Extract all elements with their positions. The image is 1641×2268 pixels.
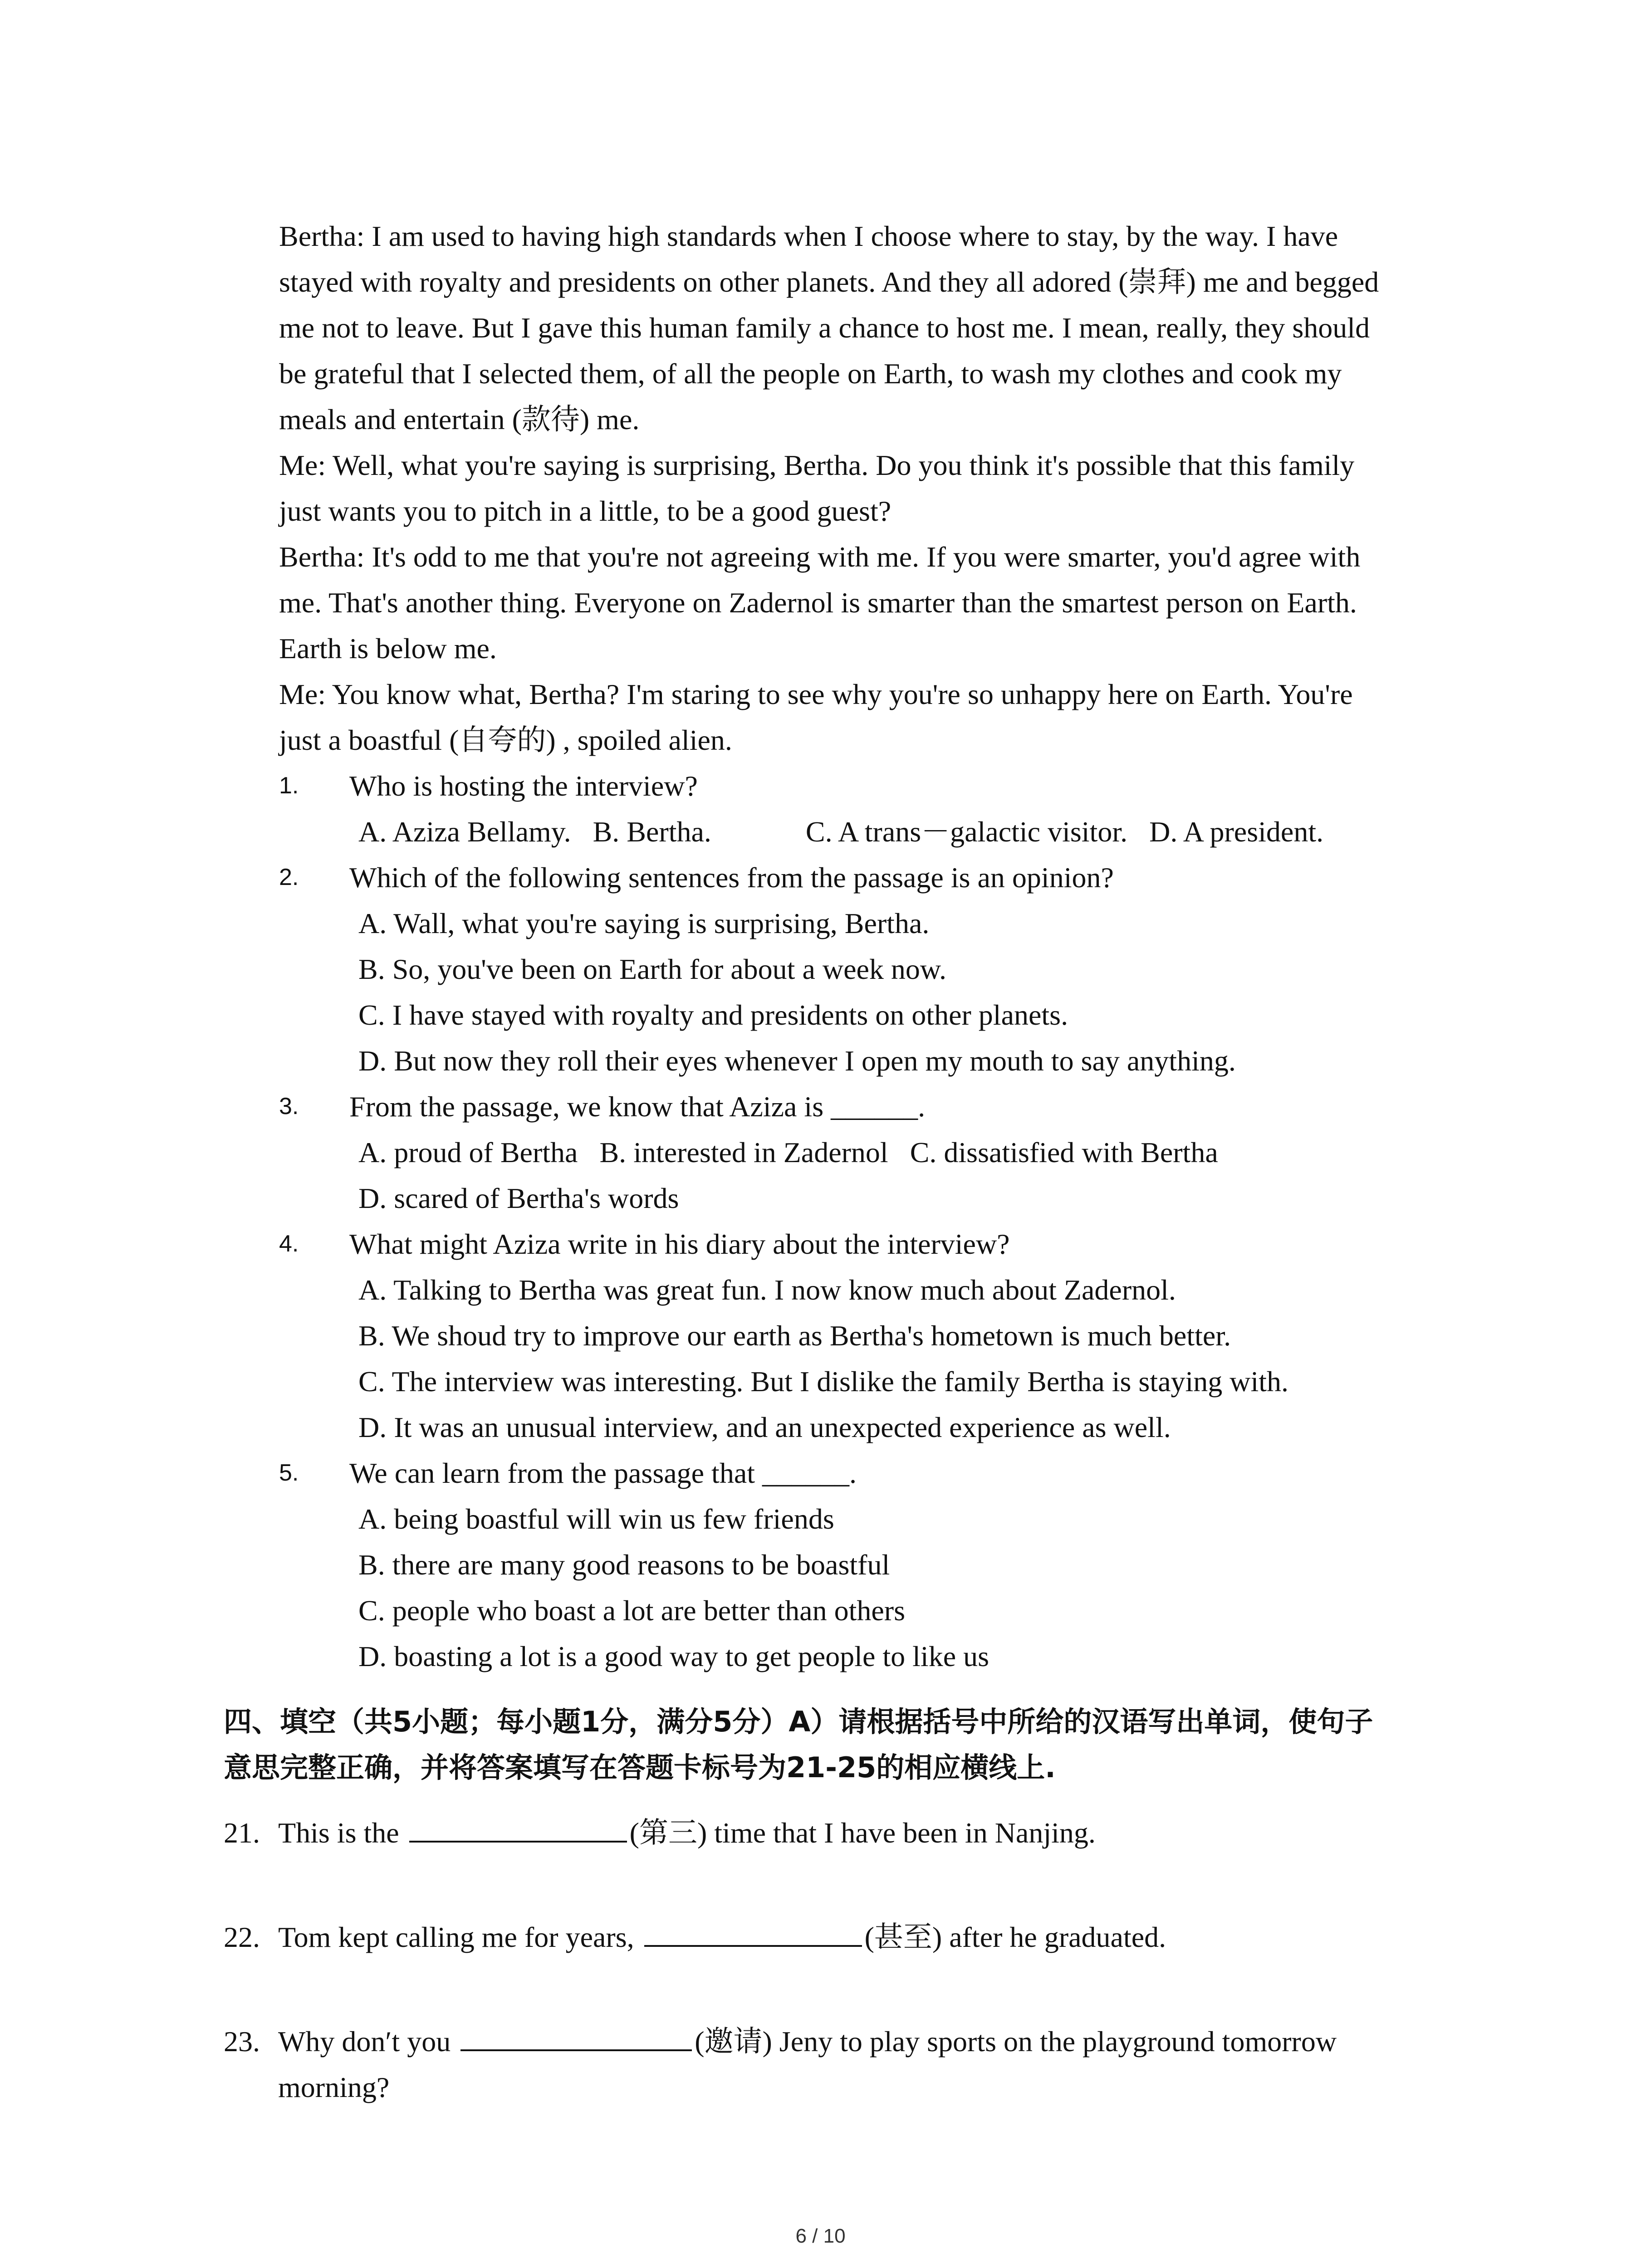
question-3 bbox=[279, 1084, 1459, 1221]
fill-item-text-before: Tom kept calling me for years, bbox=[278, 1921, 634, 1953]
page-number: 6 / 10 bbox=[795, 2225, 846, 2247]
passage-line: meals and entertain (款待) me. bbox=[279, 403, 640, 435]
answer-option: C. The interview was interesting. But I dislike the family Bertha is staying with. bbox=[358, 1365, 1289, 1398]
passage-line: be grateful that I selected them, of all the people on Earth, to wash my clothes and cook my bbox=[279, 357, 1342, 390]
reading-content bbox=[279, 213, 1459, 1679]
section-heading-line: 四、填空（共5小题；每小题1分，满分5分）A）请根据括号中所给的汉语写出单词，使句子 bbox=[224, 1705, 1373, 1738]
answer-option: C. people who boast a lot are better than others bbox=[358, 1594, 905, 1627]
question-2 bbox=[279, 855, 1459, 1084]
question-number: 3. bbox=[279, 1093, 299, 1119]
answer-blank[interactable] bbox=[644, 1918, 862, 1947]
passage-line: me. That's another thing. Everyone on Zadernol is smarter than the smartest person on Earth. bbox=[279, 587, 1357, 619]
answer-option: B. there are many good reasons to be boastful bbox=[358, 1549, 890, 1581]
question-4 bbox=[279, 1221, 1459, 1450]
passage-line: just a boastful (自夸的) , spoiled alien. bbox=[279, 724, 732, 756]
question-number: 5. bbox=[279, 1460, 299, 1486]
passage-line: Bertha: It's odd to me that you're not agreeing with me. If you were smarter, you'd agree with bbox=[279, 541, 1361, 573]
answer-options: A. proud of Bertha B. interested in Zadernol C. dissatisfied with Bertha bbox=[358, 1136, 1218, 1168]
question-text: We can learn from the passage that ______. bbox=[349, 1457, 857, 1489]
fill-item-continuation: morning? bbox=[278, 2071, 390, 2103]
passage-line: stayed with royalty and presidents on other planets. And they all adored (崇拜) me and begged bbox=[279, 266, 1379, 298]
question-number: 1. bbox=[279, 772, 299, 799]
answer-blank[interactable] bbox=[460, 2022, 692, 2051]
answer-option: C. I have stayed with royalty and presidents on other planets. bbox=[358, 999, 1068, 1031]
answer-blank[interactable] bbox=[409, 1813, 627, 1843]
answer-option: A. Talking to Bertha was great fun. I now know much about Zadernol. bbox=[358, 1274, 1176, 1306]
answer-options: A. Aziza Bellamy. B. Bertha. C. A trans－galactic visitor. D. A president. bbox=[358, 816, 1324, 848]
fill-item-21 bbox=[224, 1810, 1471, 1856]
passage-line: Bertha: I am used to having high standards when I choose where to stay, by the way. I have bbox=[279, 220, 1338, 252]
passage-line: me not to leave. But I gave this human family a chance to host me. I mean, really, they should bbox=[279, 312, 1370, 344]
fill-item-text-before: Why don′t you bbox=[278, 2025, 451, 2058]
passage bbox=[279, 213, 1459, 763]
answer-option: B. So, you've been on Earth for about a week now. bbox=[358, 953, 946, 985]
question-1 bbox=[279, 763, 1459, 855]
passage-line: just wants you to pitch in a little, to be a good guest? bbox=[279, 495, 892, 527]
passage-line: Earth is below me. bbox=[279, 632, 497, 665]
answer-option: D. But now they roll their eyes whenever I open my mouth to say anything. bbox=[358, 1045, 1236, 1077]
fill-item-text-before: This is the bbox=[278, 1817, 399, 1849]
question-text: What might Aziza write in his diary about the interview? bbox=[349, 1228, 1010, 1260]
question-text: Who is hosting the interview? bbox=[349, 770, 698, 802]
fill-item-number: 23. bbox=[224, 2025, 260, 2058]
question-number: 2. bbox=[279, 864, 299, 890]
answer-option: B. We shoud try to improve our earth as Bertha's hometown is much better. bbox=[358, 1320, 1231, 1352]
answer-option: A. Wall, what you're saying is surprising, Bertha. bbox=[358, 907, 930, 939]
fill-item-text-after: (第三) time that I have been in Nanjing. bbox=[629, 1817, 1096, 1849]
answer-option: D. It was an unusual interview, and an unexpected experience as well. bbox=[358, 1411, 1171, 1443]
fill-item-23 bbox=[224, 2019, 1471, 2110]
question-text: From the passage, we know that Aziza is ______. bbox=[349, 1090, 926, 1123]
question-5 bbox=[279, 1450, 1459, 1679]
passage-line: Me: Well, what you're saying is surprising, Bertha. Do you think it's possible that this family bbox=[279, 449, 1355, 481]
answer-option: A. being boastful will win us few friends bbox=[358, 1503, 834, 1535]
fill-item-number: 22. bbox=[224, 1921, 260, 1953]
section-heading bbox=[224, 1699, 1585, 1790]
section-heading-line: 意思完整正确，并将答案填写在答题卡标号为21-25的相应横线上. bbox=[224, 1751, 1056, 1784]
fill-item-number: 21. bbox=[224, 1817, 260, 1849]
fill-item-text-after: (邀请) Jeny to play sports on the playground tomorrow bbox=[695, 2025, 1337, 2058]
answer-option: D. scared of Bertha's words bbox=[358, 1182, 679, 1214]
fill-item-text-after: (甚至) after he graduated. bbox=[864, 1921, 1166, 1953]
question-number: 4. bbox=[279, 1231, 299, 1257]
question-text: Which of the following sentences from the passage is an opinion? bbox=[349, 861, 1114, 894]
answer-option: D. boasting a lot is a good way to get people to like us bbox=[358, 1640, 989, 1672]
fill-item-22 bbox=[224, 1914, 1471, 1960]
passage-line: Me: You know what, Bertha? I'm staring to see why you're so unhappy here on Earth. You're bbox=[279, 678, 1353, 710]
